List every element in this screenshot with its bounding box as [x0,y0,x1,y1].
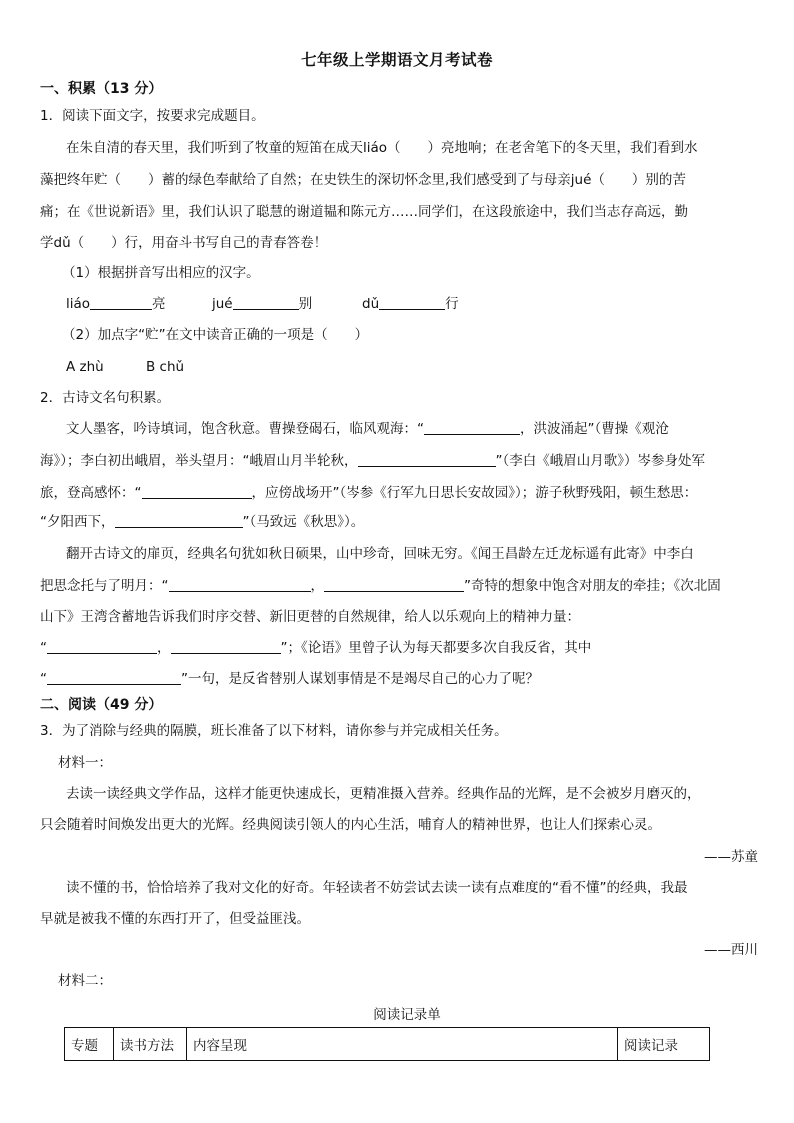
option-a[interactable]: A zhù [66,359,104,375]
q2-line [40,577,721,595]
material-1-line: 早就是被我不懂的东西打开了，但受益匪浅。 [40,911,310,927]
q2-text: 旅，登高感怀：“ [40,485,142,501]
pinyin-item [66,295,166,313]
option-b[interactable]: B chǔ [146,359,185,375]
pinyin-item [212,295,312,313]
pinyin-text: liáo [66,296,91,312]
answer-blank[interactable] [233,296,299,310]
q1-paragraph-line: 学dǔ（ ）行，用奋斗书写自己的青春答卷！ [40,235,328,251]
q1-sub-question-2: （2）加点字“贮”在文中读音正确的一项是（ ） [62,327,369,343]
material-1-line: 只会随着时间焕发出更大的光辉。经典阅读引领人的内心生活，哺育人的精神世界，也让人们探索心灵。 [40,817,661,833]
table-header-cell: 专题 [65,1028,114,1061]
table-header-cell: 读书方法 [114,1028,187,1061]
question-1-stem: 1．阅读下面文字，按要求完成题目。 [40,108,265,124]
q2-text: 把思念托与了明月：“ [40,578,169,594]
pinyin-item [362,295,459,313]
material-1-line: 读不懂的书，恰恰培养了我对文化的好奇。年轻读者不妨尝试去读一读有点难度的“看不懂”的经典，我最 [66,880,688,896]
signature-su-tong: ——苏童 [704,849,758,865]
q2-line [40,484,697,502]
q2-text: ，应傍战场开”（岑参《行军九日思长安故园》）；游子秋野残阳，顿生愁思： [251,485,698,501]
answer-blank[interactable] [324,578,464,592]
section-2-heading: 二、阅读（49 分） [40,697,163,713]
pinyin-suffix: 别 [298,296,313,312]
pinyin-suffix: 亮 [152,296,166,312]
q2-line: 翻开古诗文的扉页，经典名句犹如秋日硕果，山中珍奇，回味无穷。《闻王昌龄左迁龙标遥有此寄》中李白 [66,546,694,562]
answer-blank[interactable] [379,296,445,310]
q2-text: ”（马致远《秋思》）。 [242,514,365,530]
q2-line [40,513,364,531]
q2-line [40,670,539,688]
section-1-heading: 一、积累（13 分） [40,81,163,97]
q1-paragraph-line: 在朱自清的春天里，我们听到了牧童的短笛在成天liáo（ ）亮地响；在老舍笔下的冬天里，我们看到水 [66,140,698,156]
answer-blank[interactable] [169,578,311,592]
q1-paragraph-line: 痛；在《世说新语》里，我们认识了聪慧的谢道韫和陈元方……同学们，在这段旅途中，我们当志存高远，勤 [40,204,688,220]
q2-line [40,452,705,470]
q2-text: 文人墨客，吟诗填词，饱含秋意。曹操登碣石，临风观海：“ [66,421,424,437]
q2-text: 海》）；李白初出峨眉，举头望月：“峨眉山月半轮秋， [40,453,358,469]
table-title: 阅读记录单 [373,1007,441,1023]
pinyin-text: dǔ [362,296,380,312]
q2-line: 山下》王湾含蓄地告诉我们时序交替、新旧更替的自然规律，给人以乐观向上的精神力量： [40,609,580,625]
material-2-label: 材料二： [58,973,112,989]
q2-text: “夕阳西下， [40,514,115,530]
q2-text: ”一句，是反省替别人谋划事情是不是竭尽自己的心力了呢？ [181,671,539,687]
table-header-cell: 阅读记录 [618,1028,710,1061]
reading-record-table [64,1027,710,1061]
table-header-cell: 内容呈现 [187,1028,618,1061]
q1-sub-question-1: （1）根据拼音写出相应的汉字。 [62,265,260,281]
question-2-stem: 2．古诗文名句积累。 [40,390,171,406]
q2-text: ， [157,640,171,656]
answer-blank[interactable] [47,640,157,654]
answer-blank[interactable] [90,296,152,310]
table-header-row [65,1028,710,1061]
pinyin-text: jué [212,296,233,312]
answer-blank[interactable] [142,485,252,499]
page-title: 七年级上学期语文月考试卷 [300,51,493,69]
q2-text: ”；《论语》里曾子认为每天都要多次自我反省，其中 [280,640,592,656]
q2-line [66,420,669,438]
q2-text: ”（李白《峨眉山月歌》）岑参身处军 [495,453,705,469]
q2-text: ，洪波涌起”（曹操《观沧 [520,421,669,437]
signature-xi-chuan: ——西川 [704,942,758,958]
question-3-stem: 3．为了消除与经典的隔膜，班长准备了以下材料，请你参与并完成相关任务。 [40,723,508,739]
material-1-line: 去读一读经典文学作品，这样才能更快速成长，更精准摄入营养。经典作品的光辉，是不会被岁月磨灭的， [66,786,701,802]
q2-text: “ [40,671,47,687]
answer-blank[interactable] [115,514,243,528]
q2-text: ”奇特的想象中饱含对朋友的牵挂；《次北固 [464,578,721,594]
q2-line [40,639,591,657]
pinyin-suffix: 行 [445,296,459,312]
q2-text: “ [40,640,47,656]
answer-blank[interactable] [358,453,496,467]
answer-blank[interactable] [47,671,181,685]
material-1-label: 材料一： [58,755,112,771]
q2-text: ， [310,578,324,594]
answer-blank[interactable] [424,421,520,435]
q1-paragraph-line: 藻把终年贮（ ）蓄的绿色奉献给了自然；在史铁生的深切怀念里,我们感受到了与母亲jué（ ）别的苦 [40,172,686,188]
answer-blank[interactable] [171,640,281,654]
